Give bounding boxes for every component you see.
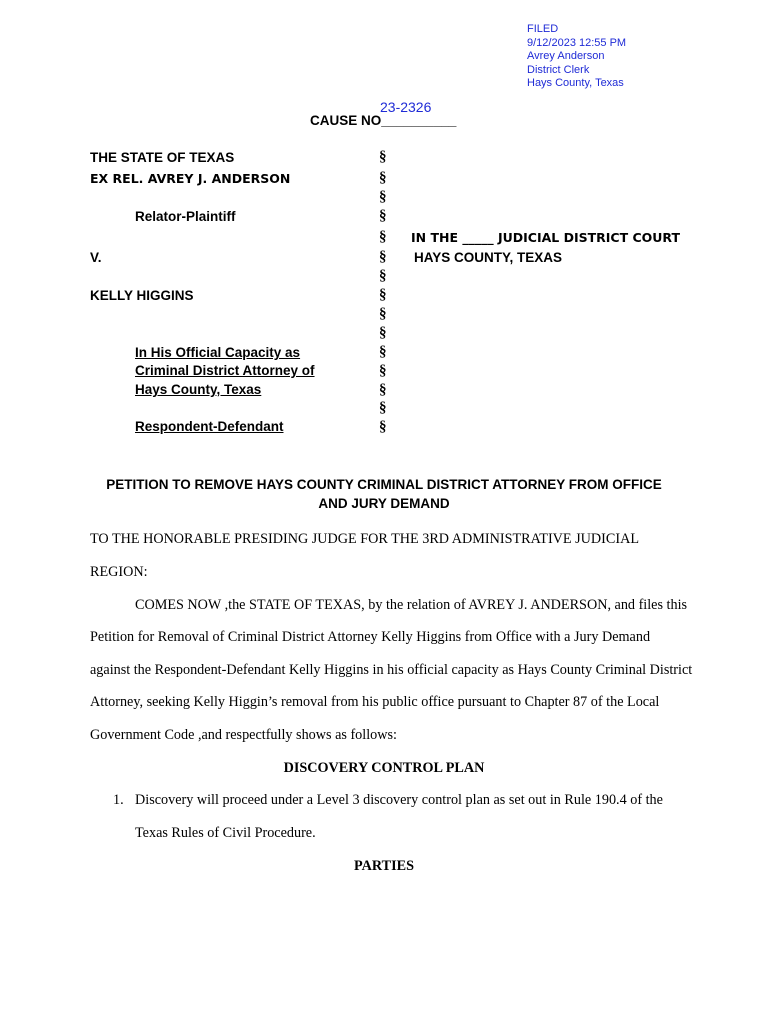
section-symbol: § [379,363,387,379]
section-symbol: § [379,306,387,322]
cause-label: CAUSE NO__________ [310,113,457,128]
paragraph-1-line-2: Petition for Removal of Criminal District Attorney Kelly Higgins from Office with a Jury Demand [90,629,651,645]
caption-state: THE STATE OF TEXAS [90,150,235,165]
caption-capacity-line-1: In His Official Capacity as [135,345,301,360]
heading-discovery-control-plan: DISCOVERY CONTROL PLAN [283,760,485,776]
section-symbol: § [379,149,387,165]
court-name: IN THE _____ JUDICIAL DISTRICT COURT [411,230,681,245]
section-symbol: § [379,189,387,205]
paragraph-1-line-3: against the Respondent-Defendant Kelly Higgins in his official capacity as Hays County Criminal District [90,662,693,678]
section-symbol: § [379,268,387,284]
paragraph-1-line-1: COMES NOW ,the STATE OF TEXAS, by the relation of AVREY J. ANDERSON, and files this [135,597,688,613]
caption-capacity-line-2: Criminal District Attorney of [135,363,315,378]
heading-parties: PARTIES [354,858,414,874]
court-county: HAYS COUNTY, TEXAS [414,250,563,265]
salutation-line-1: TO THE HONORABLE PRESIDING JUDGE FOR THE 3RD ADMINISTRATIVE JUDICIAL [90,531,639,547]
caption-versus: V. [90,250,102,265]
cause-number: 23-2326 [380,99,432,115]
section-symbol: § [379,325,387,341]
filed-stamp-status: FILED [527,23,559,35]
section-symbol: § [379,170,387,186]
list-item-1-line-2: Texas Rules of Civil Procedure. [135,825,316,841]
salutation-line-2: REGION: [90,564,148,580]
section-symbol: § [379,400,387,416]
paragraph-1-line-5: Government Code ,and respectfully shows as follows: [90,727,397,743]
section-symbol: § [379,229,387,245]
filed-stamp-clerk-name: Avrey Anderson [527,50,605,63]
document-title-line-1: PETITION TO REMOVE HAYS COUNTY CRIMINAL DISTRICT ATTORNEY FROM OFFICE [106,477,662,492]
filed-stamp-county: Hays County, Texas [527,77,624,90]
section-symbol: § [379,344,387,360]
caption-respondent-name: KELLY HIGGINS [90,288,194,303]
filed-stamp-datetime: 9/12/2023 12:55 PM [527,36,627,49]
filed-stamp-clerk-title: District Clerk [527,63,590,76]
filed-stamp [527,23,626,91]
section-symbol: § [379,249,387,265]
caption-respondent-role: Respondent-Defendant [135,419,284,434]
section-symbol: § [379,287,387,303]
caption-capacity-line-3: Hays County, Texas [135,382,262,397]
section-symbol: § [379,382,387,398]
paragraph-1-line-4: Attorney, seeking Kelly Higgin’s removal from his public office pursuant to Chapter 87 of the Local [90,694,660,710]
caption-relator-role: Relator-Plaintiff [135,209,236,224]
caption-ex-rel: EX REL. AVREY J. ANDERSON [90,171,291,186]
document-title [80,475,688,513]
section-symbol: § [379,208,387,224]
section-symbol: § [379,419,387,435]
list-item-1-line-1: Discovery will proceed under a Level 3 discovery control plan as set out in Rule 190.4 of the [135,792,663,808]
list-item-1-number: 1. [113,792,124,808]
document-title-line-2: AND JURY DEMAND [318,496,450,511]
